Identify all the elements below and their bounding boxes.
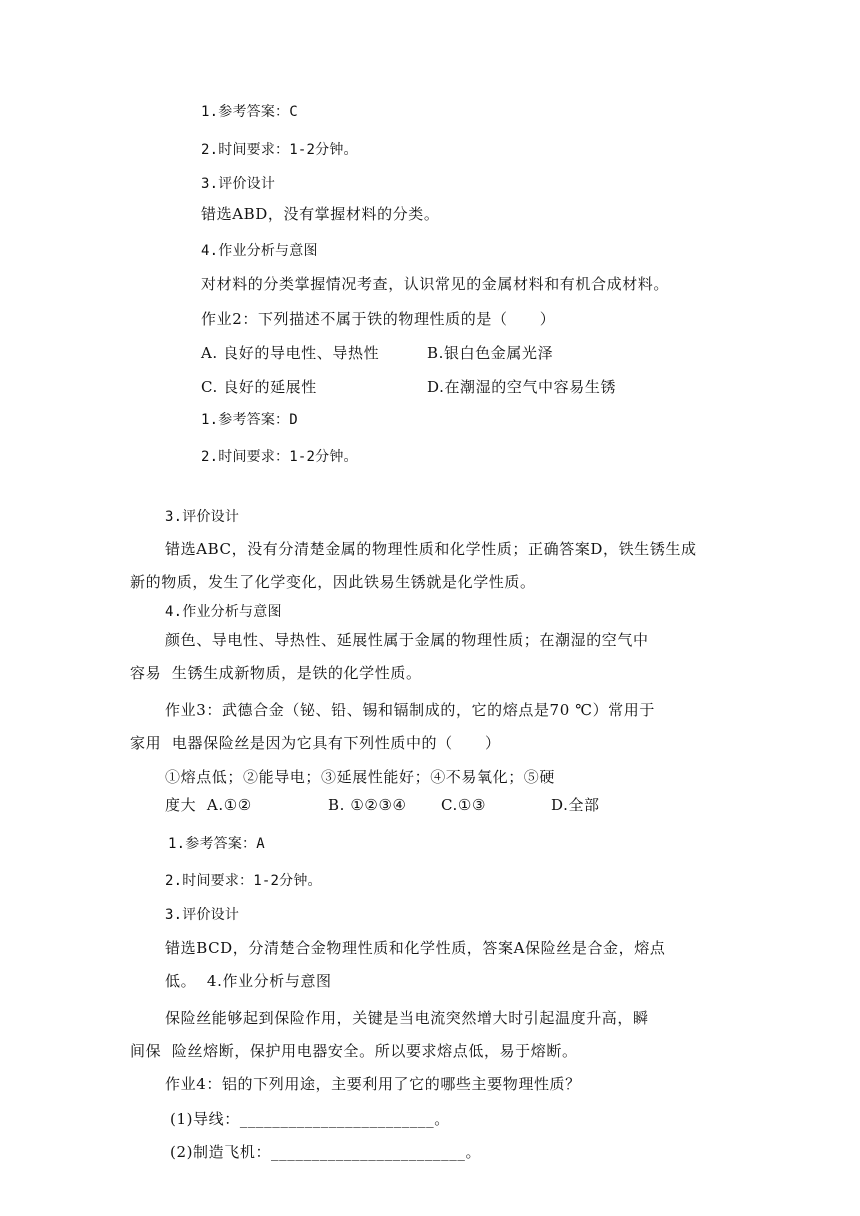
- question-3-props: ①熔点低；②能导电；③延展性能好；④不易氧化；⑤硬: [165, 768, 556, 786]
- option-2c: C. 良好的延展性: [201, 378, 317, 396]
- option-3c: C.①③: [441, 796, 487, 814]
- question-4-item-2: (2)制造飞机：________________________。: [170, 1143, 482, 1161]
- analysis-text-2a: 颜色、导电性、导热性、延展性属于金属的物理性质；在潮湿的空气中: [165, 631, 649, 649]
- option-3d: D.全部: [551, 796, 600, 814]
- answer-2: 1.参考答案：D: [201, 412, 298, 428]
- analysis-text-3a: 保险丝能够起到保险作用，关键是当电流突然增大时引起温度升高，瞬: [165, 1009, 649, 1027]
- eval-heading-1: 3.评价设计: [201, 176, 276, 192]
- eval-text-2b: 新的物质，发生了化学变化，因此铁易生锈就是化学性质。: [130, 573, 536, 591]
- eval-text-3: 错选BCD，分清楚合金物理性质和化学性质，答案A保险丝是合金，熔点: [165, 939, 666, 957]
- answer-3: 1.参考答案：A: [168, 836, 265, 852]
- eval-heading-3: 3.评价设计: [165, 907, 240, 923]
- answer-1: 1.参考答案：C: [201, 104, 298, 120]
- time-3: 2.时间要求：1-2分钟。: [165, 873, 322, 889]
- question-3a: 作业3：武德合金（铋、铅、锡和镉制成的，它的熔点是70 ℃）常用于: [165, 701, 655, 719]
- analysis-text-1: 对材料的分类掌握情况考查，认识常见的金属材料和有机合成材料。: [201, 275, 670, 293]
- time-2: 2.时间要求：1-2分钟。: [201, 449, 358, 465]
- option-2b: B.银白色金属光泽: [427, 344, 554, 362]
- option-3b: B. ①②③④: [328, 796, 407, 814]
- analysis-text-2b: 容易 生锈生成新物质，是铁的化学性质。: [130, 664, 422, 682]
- question-2: 作业2：下列描述不属于铁的物理性质的是（ ）: [201, 310, 556, 328]
- eval-heading-2: 3.评价设计: [165, 509, 240, 525]
- analysis-heading-3: 低。 4.作业分析与意图: [165, 972, 332, 990]
- time-1: 2.时间要求：1-2分钟。: [201, 142, 358, 158]
- analysis-text-3b: 间保 险丝熔断，保护用电器安全。所以要求熔点低，易于熔断。: [130, 1042, 578, 1060]
- analysis-heading-1: 4.作业分析与意图: [201, 243, 318, 259]
- option-2a: A. 良好的导电性、导热性: [201, 344, 380, 362]
- option-3a: 度大 A.①②: [165, 796, 252, 814]
- eval-text-1: 错选ABD，没有掌握材料的分类。: [201, 205, 440, 223]
- eval-text-2a: 错选ABC，没有分清楚金属的物理性质和化学性质；正确答案D，铁生锈生成: [165, 540, 697, 558]
- question-3b: 家用 电器保险丝是因为它具有下列性质中的（ ）: [130, 734, 501, 752]
- question-4-item-1: (1)导线：________________________。: [170, 1110, 450, 1128]
- question-4: 作业4：铝的下列用途，主要利用了它的哪些主要物理性质？: [165, 1075, 581, 1093]
- option-2d: D.在潮湿的空气中容易生锈: [427, 378, 617, 396]
- analysis-heading-2: 4.作业分析与意图: [165, 604, 282, 620]
